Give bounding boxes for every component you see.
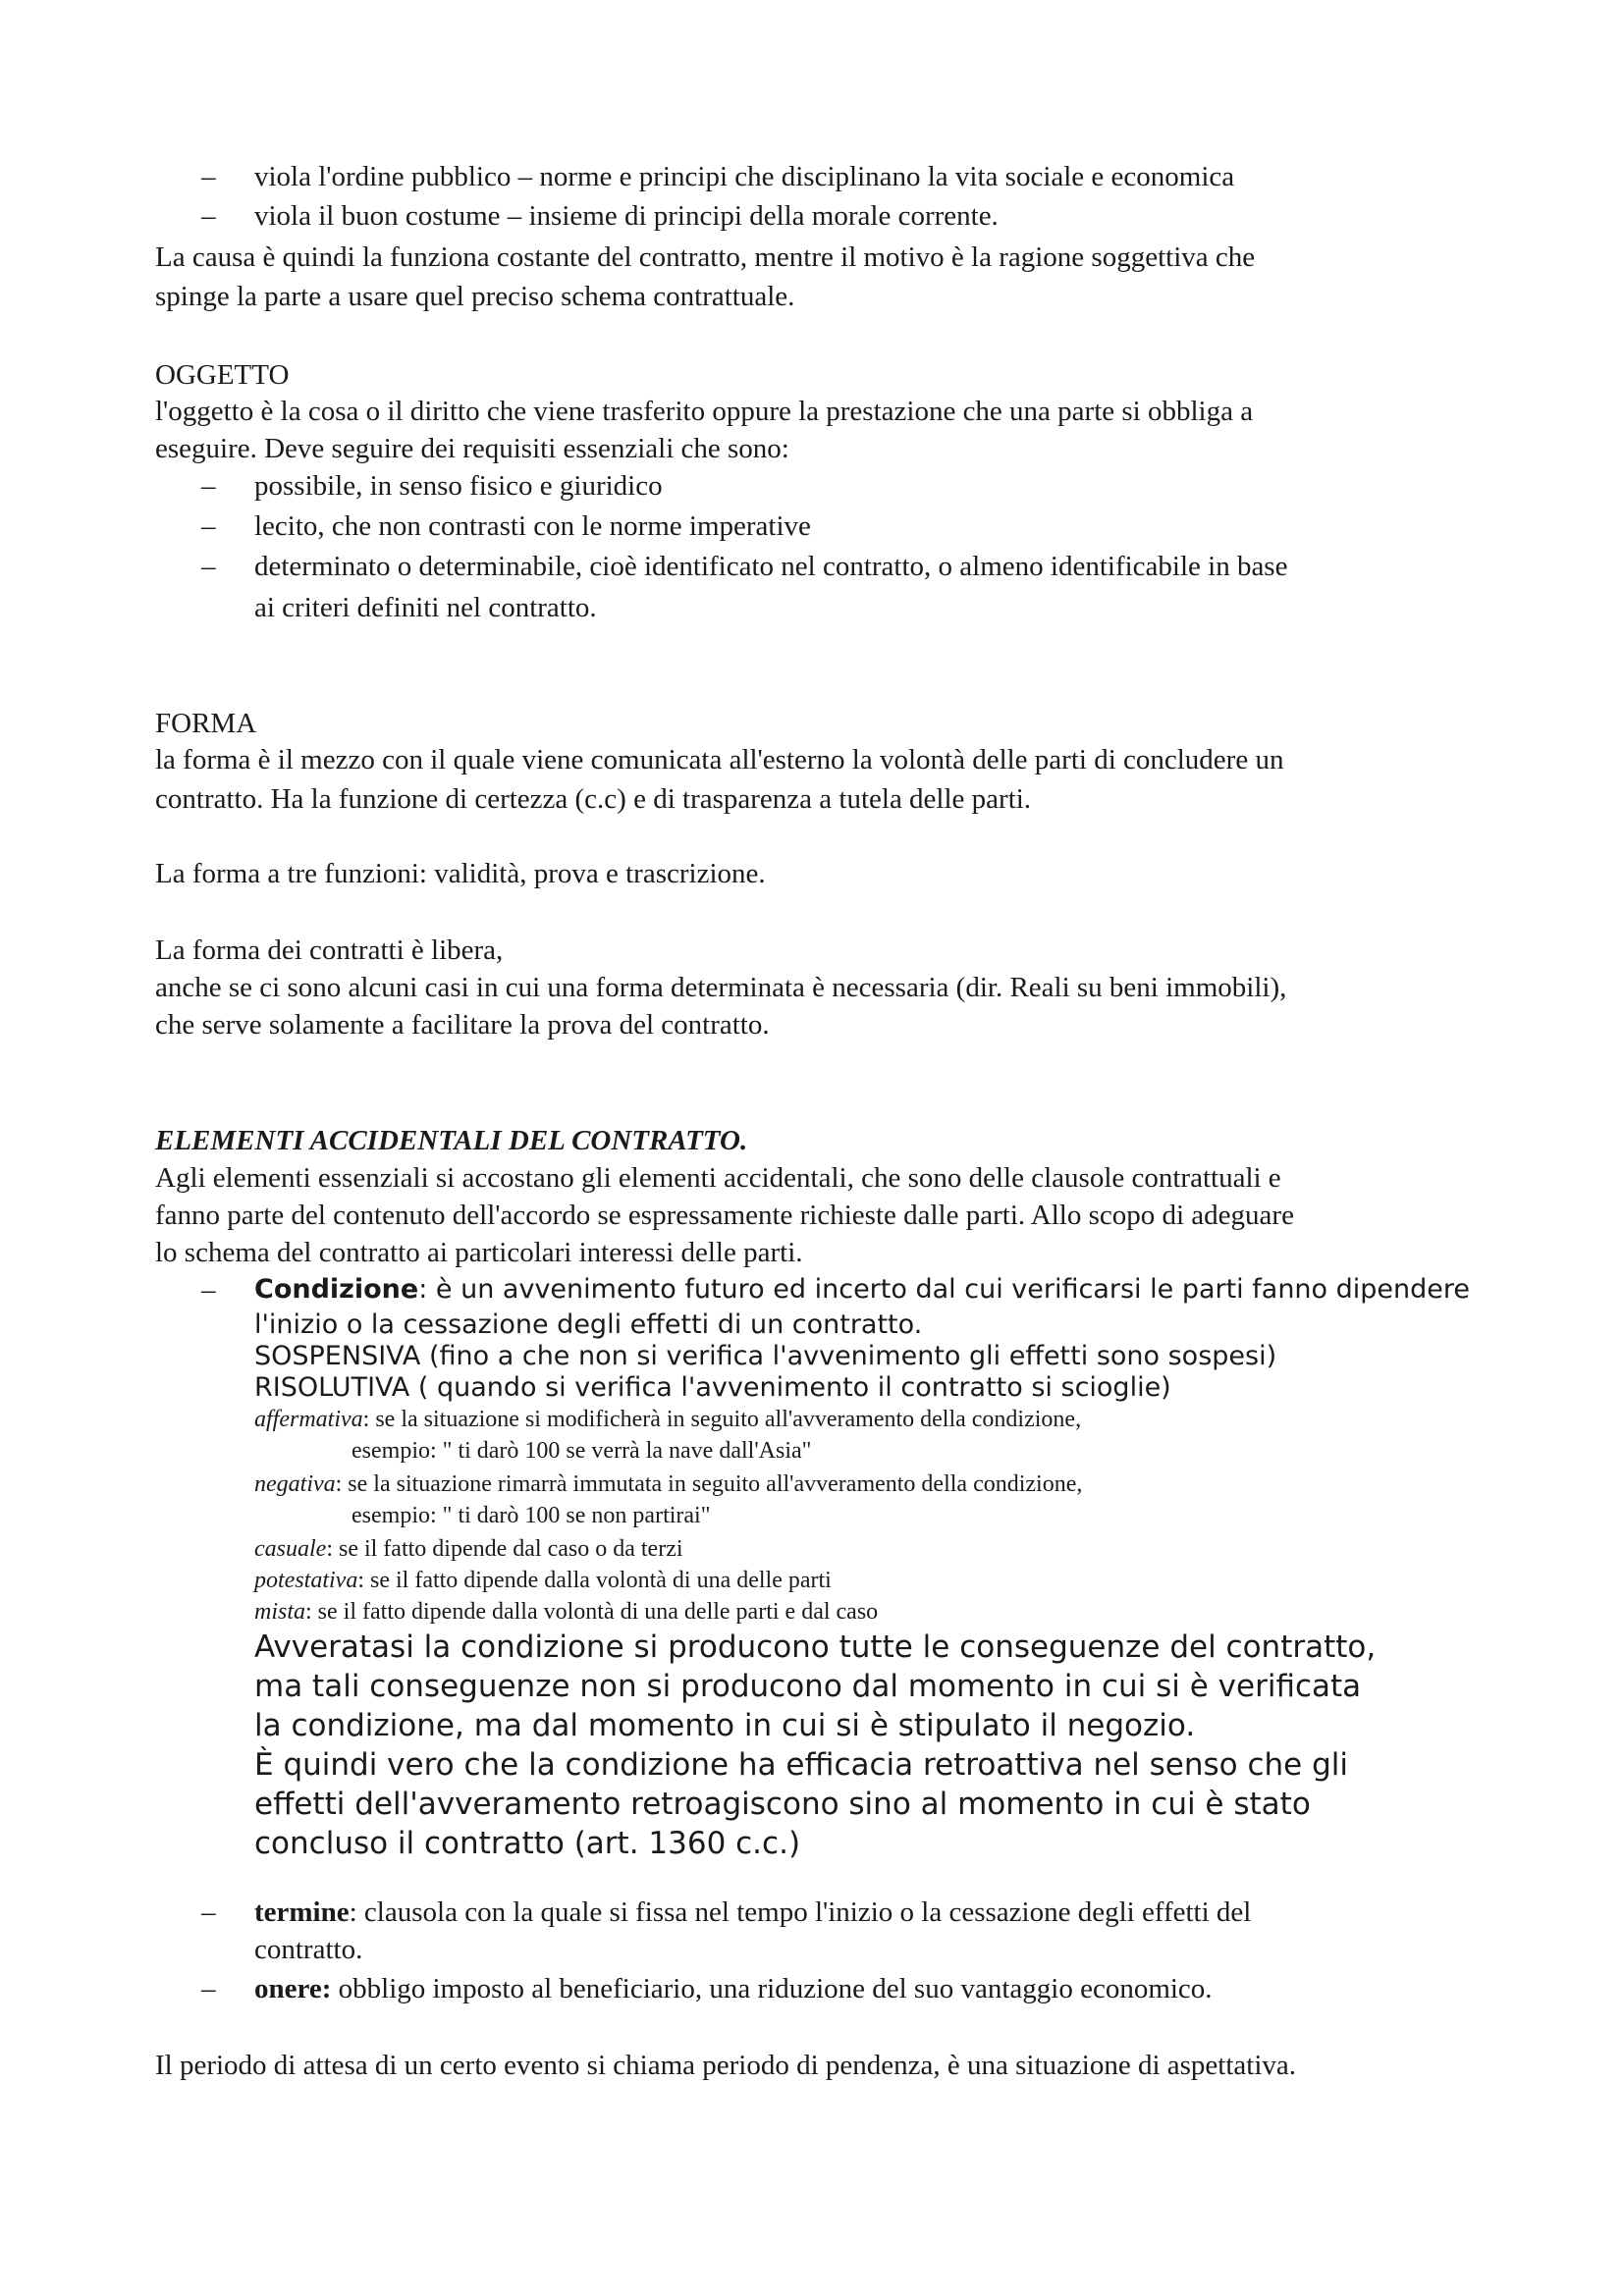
list-bullet: – <box>201 200 216 232</box>
closing-paragraph: Il periodo di attesa di un certo evento si chiama periodo di pendenza, è una situazione di aspettativa. <box>155 2050 1297 2081</box>
onere-item: onere: obbligo imposto al beneficiario, una riduzione del suo vantaggio economico. <box>254 1973 1213 2004</box>
list-item-continuation: ai criteri definiti nel contratto. <box>254 592 597 623</box>
list-item-continuation: l'inizio o la cessazione degli effetti di un contratto. <box>254 1309 923 1340</box>
onere-term: onere: <box>254 1973 332 2004</box>
condizione-casuale: casuale: se il fatto dipende dal caso o da terzi <box>254 1536 683 1562</box>
paragraph-line: che serve solamente a facilitare la prova del contratto. <box>155 1009 770 1041</box>
termine-term: termine <box>254 1896 350 1928</box>
list-item-continuation: contratto. <box>254 1934 363 1965</box>
list-item: viola il buon costume – insieme di principi della morale corrente. <box>254 200 999 232</box>
paragraph-line: anche se ci sono alcuni casi in cui una forma determinata è necessaria (dir. Reali su beni immobili), <box>155 972 1287 1003</box>
effects-line: concluso il contratto (art. 1360 c.c.) <box>254 1826 801 1861</box>
paragraph-line: La causa è quindi la funziona costante del contratto, mentre il motivo è la ragione soggettiva che <box>155 241 1256 273</box>
list-bullet: – <box>201 1896 216 1928</box>
effects-line: la condizione, ma dal momento in cui si è stipulato il negozio. <box>254 1708 1196 1743</box>
list-bullet: – <box>201 470 216 502</box>
list-bullet: – <box>201 510 216 542</box>
list-bullet: – <box>201 161 216 192</box>
condizione-mista: mista: se il fatto dipende dalla volontà di una delle parti e dal caso <box>254 1599 879 1625</box>
condizione-sospensiva: SOSPENSIVA (fino a che non si verifica l'avvenimento gli effetti sono sospesi) <box>254 1341 1277 1371</box>
effects-line: ma tali conseguenze non si producono dal momento in cui si è verificata <box>254 1669 1362 1704</box>
list-bullet: – <box>201 1274 216 1306</box>
condizione-negativa: negativa: se la situazione rimarrà immutata in seguito all'avveramento della condizione, <box>254 1471 1083 1497</box>
paragraph-line: lo schema del contratto ai particolari interessi delle parti. <box>155 1237 803 1268</box>
section-heading-oggetto: OGGETTO <box>155 359 290 391</box>
effects-line: Avveratasi la condizione si producono tutte le conseguenze del contratto, <box>254 1629 1377 1665</box>
section-heading-elementi: ELEMENTI ACCIDENTALI DEL CONTRATTO. <box>155 1125 748 1156</box>
example-line: esempio: " ti darò 100 se verrà la nave dall'Asia" <box>352 1438 812 1464</box>
condizione-potestativa: potestativa: se il fatto dipende dalla volontà di una delle parti <box>254 1568 832 1593</box>
effects-line: È quindi vero che la condizione ha efficacia retroattiva nel senso che gli <box>254 1747 1349 1783</box>
termine-item: termine: clausola con la quale si fissa nel tempo l'inizio o la cessazione degli effetti del <box>254 1896 1252 1928</box>
paragraph-line: eseguire. Deve seguire dei requisiti essenziali che sono: <box>155 433 789 464</box>
list-item: lecito, che non contrasti con le norme imperative <box>254 510 811 542</box>
section-heading-forma: FORMA <box>155 708 257 739</box>
example-line: esempio: " ti darò 100 se non partirai" <box>352 1503 711 1528</box>
paragraph-line: l'oggetto è la cosa o il diritto che viene trasferito oppure la prestazione che una parte si obbliga a <box>155 396 1254 427</box>
paragraph-line: La forma a tre funzioni: validità, prova e trascrizione. <box>155 858 766 889</box>
condizione-item: Condizione: è un avvenimento futuro ed incerto dal cui verificarsi le parti fanno dipendere <box>254 1274 1471 1305</box>
effects-line: effetti dell'avveramento retroagiscono sino al momento in cui è stato <box>254 1787 1311 1822</box>
list-item: viola l'ordine pubblico – norme e principi che disciplinano la vita sociale e economica <box>254 161 1235 192</box>
condizione-term: Condizione <box>254 1274 419 1305</box>
paragraph-line: spinge la parte a usare quel preciso schema contrattuale. <box>155 281 795 312</box>
condizione-affermativa: affermativa: se la situazione si modificherà in seguito all'avveramento della condizione, <box>254 1407 1082 1432</box>
paragraph-line: Agli elementi essenziali si accostano gli elementi accidentali, che sono delle clausole contrattuali e <box>155 1162 1281 1194</box>
paragraph-line: la forma è il mezzo con il quale viene comunicata all'esterno la volontà delle parti di concludere un <box>155 744 1284 775</box>
paragraph-line: La forma dei contratti è libera, <box>155 934 504 966</box>
list-item: possibile, in senso fisico e giuridico <box>254 470 663 502</box>
list-item: determinato o determinabile, cioè identificato nel contratto, o almeno identificabile in base <box>254 551 1288 582</box>
paragraph-line: fanno parte del contenuto dell'accordo se espressamente richieste dalle parti. Allo scopo di adeguare <box>155 1200 1294 1231</box>
list-bullet: – <box>201 1973 216 2004</box>
paragraph-line: contratto. Ha la funzione di certezza (c.c) e di trasparenza a tutela delle parti. <box>155 783 1032 815</box>
list-bullet: – <box>201 551 216 582</box>
condizione-risolutiva: RISOLUTIVA ( quando si verifica l'avvenimento il contratto si scioglie) <box>254 1372 1171 1403</box>
